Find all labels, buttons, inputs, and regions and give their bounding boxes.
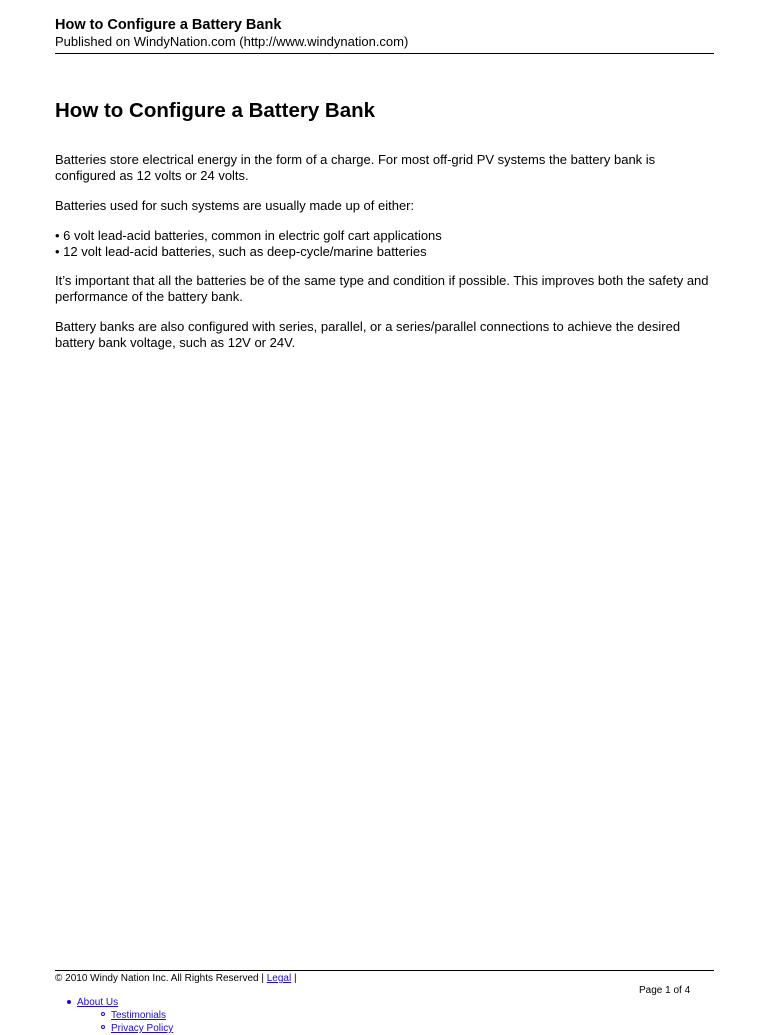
- list-item: • 6 volt lead-acid batteries, common in electric golf cart applications: [55, 228, 442, 243]
- header-title: How to Configure a Battery Bank: [55, 17, 282, 33]
- footer-sub-link-item: [111, 1022, 173, 1035]
- footer-sub-link-item: [111, 1009, 173, 1022]
- paragraph-same-type: It’s important that all the batteries be of the same type and condition if possible. This improves both the safety and performance of the battery bank.: [55, 273, 709, 304]
- footer-copyright: [55, 972, 297, 985]
- article-title: How to Configure a Battery Bank: [55, 99, 376, 122]
- paragraph-intro: Batteries store electrical energy in the form of a charge. For most off-grid PV systems the battery bank is configured as 12 volts or 24 volts.: [55, 152, 656, 183]
- list-item: • 12 volt lead-acid batteries, such as deep-cycle/marine batteries: [55, 243, 427, 259]
- copyright-text: © 2010 Windy Nation Inc. All Rights Reserved |: [55, 973, 267, 984]
- footer-link-item: [77, 996, 173, 1035]
- bullet-circle-icon: [101, 1012, 105, 1016]
- separator: |: [291, 973, 297, 984]
- bullet-circle-icon: [101, 1025, 105, 1029]
- footer-sub-links: [77, 1009, 173, 1035]
- testimonials-link[interactable]: Testimonials: [111, 1010, 167, 1021]
- footer-links: [77, 996, 173, 1035]
- page-number: Page 1 of 4: [639, 985, 691, 996]
- header-published: Published on WindyNation.com (http://www.windynation.com): [55, 34, 409, 49]
- paragraph-made-up-of: Batteries used for such systems are usually made up of either:: [55, 198, 415, 213]
- bullet-dot-icon: [67, 1000, 71, 1004]
- privacy-policy-link[interactable]: Privacy Policy: [111, 1023, 174, 1034]
- legal-link[interactable]: Legal: [266, 973, 292, 984]
- paragraph-configurations: Battery banks are also configured with series, parallel, or a series/parallel connections to achieve the desired battery bank voltage, such as 12V or 24V.: [55, 319, 681, 350]
- page-footer: [55, 970, 714, 1034]
- page-header: [55, 16, 714, 54]
- battery-type-list: [55, 228, 714, 259]
- about-us-link[interactable]: About Us: [77, 997, 119, 1008]
- article: [55, 97, 714, 350]
